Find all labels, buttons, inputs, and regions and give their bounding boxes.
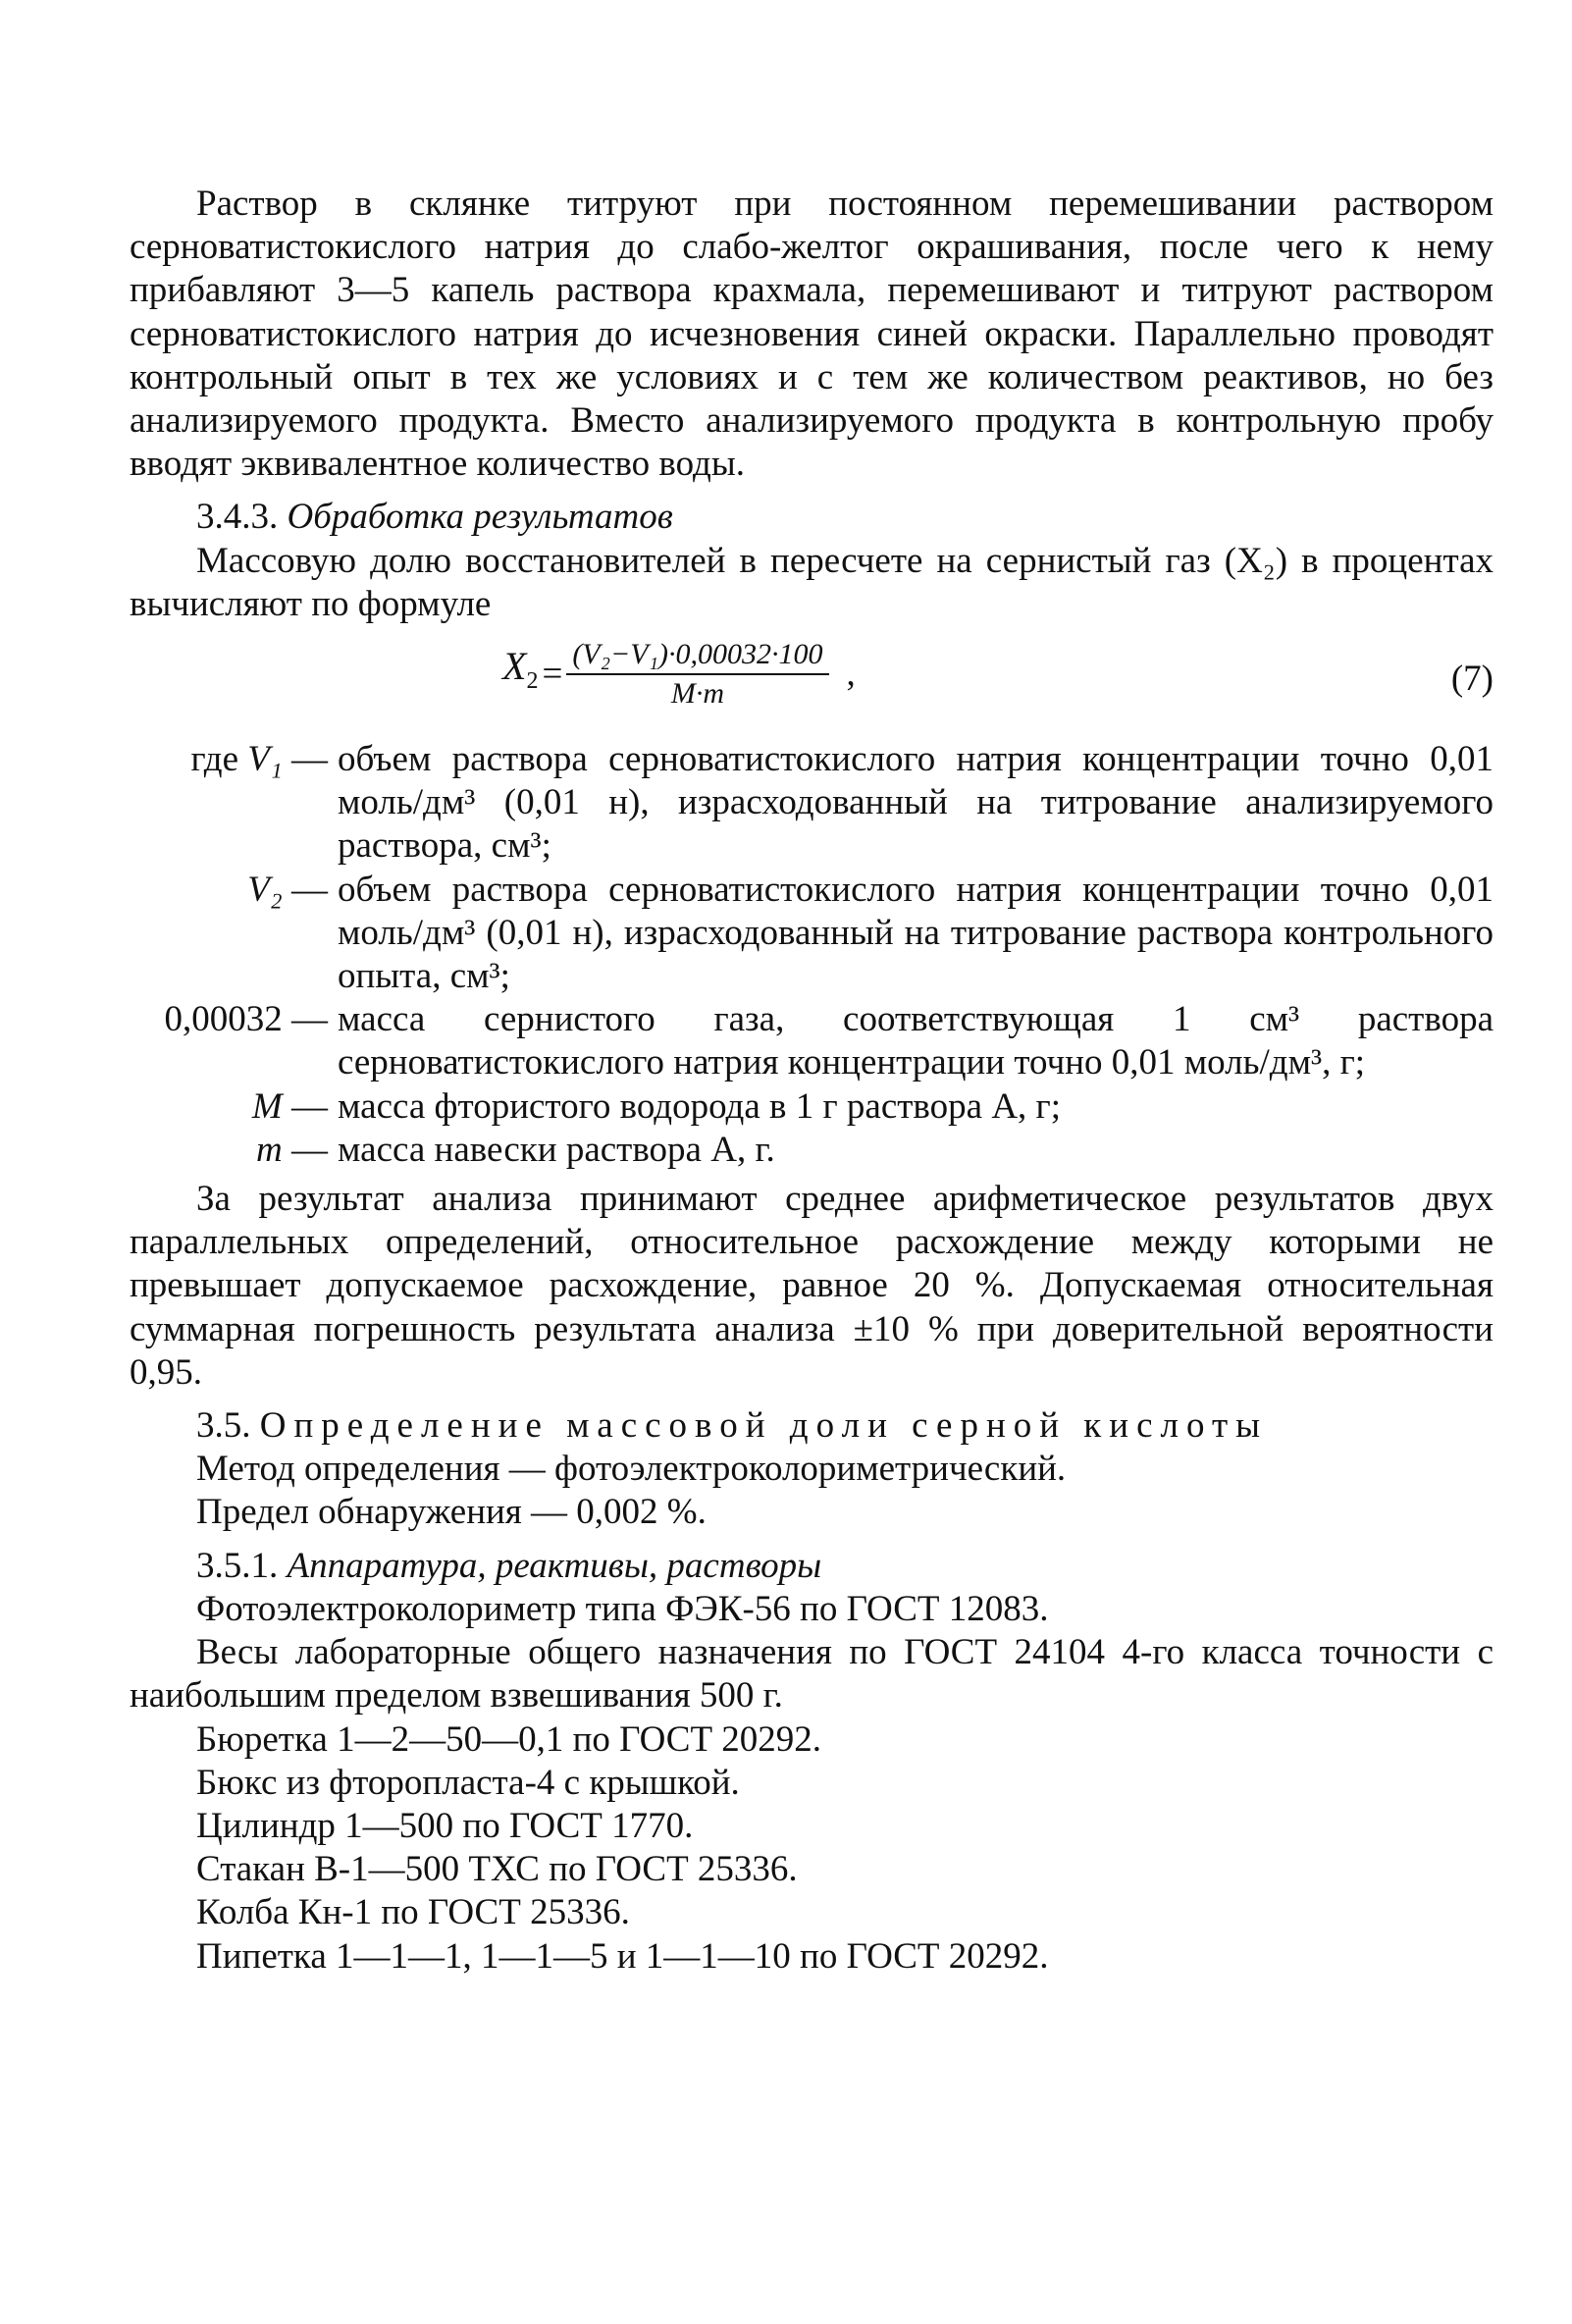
legend-description: масса навески раствора A, г. bbox=[338, 1129, 775, 1170]
equipment-list bbox=[130, 1588, 1493, 1979]
legend-description: объем раствора серноватистокислого натрия концентрации точно 0,01 моль/дм³ (0,01 н), израсходованный на титрование анализируемого раствора, см³; bbox=[338, 739, 1493, 867]
document-page bbox=[130, 183, 1493, 1979]
section-heading-3-5 bbox=[130, 1404, 1493, 1448]
legend-symbol-cell bbox=[130, 998, 338, 1084]
formula-lhs-subscript: 2 bbox=[526, 668, 539, 695]
formula-denominator: M·m bbox=[670, 677, 724, 711]
section-heading-3-5-1 bbox=[130, 1545, 1493, 1588]
method-line: Метод определения — фотоэлектроколориметрический. bbox=[196, 1449, 1067, 1490]
legend-symbol: 0,00032 bbox=[164, 999, 283, 1040]
legend-row bbox=[130, 998, 1493, 1084]
list-item: Фотоэлектроколориметр типа ФЭК-56 по ГОСТ 12083. bbox=[196, 1588, 1049, 1629]
legend-dash: — bbox=[291, 739, 328, 780]
legend-row bbox=[130, 1085, 1493, 1129]
legend-dash: — bbox=[291, 869, 328, 910]
list-item: Бюретка 1—2—50—0,1 по ГОСТ 20292. bbox=[196, 1718, 822, 1760]
legend-symbol-cell bbox=[130, 869, 338, 999]
legend-description: масса сернистого газа, соответствующая 1 см³ раствора серноватистокислого натрия концентрации точно 0,01 моль/дм³, г; bbox=[338, 999, 1493, 1083]
legend-row bbox=[130, 1129, 1493, 1172]
paragraph-titration: Раствор в склянке титруют при постоянном перемешивании раствором серноватистокислого натрия до слабо-желтог окрашивания, после чего к нему прибавляют 3—5 капель раствора крахмала, перемешивают и титруют раствором серноватистокислого натрия до исчезновения синей окраски. Параллельно проводят контрольный опыт в тех же условиях и с тем же количеством реактивов, но без анализируемого продукта. Вместо анализируемого продукта в контрольную пробу вводят эквивалентное количество воды. bbox=[130, 184, 1493, 485]
formula-comma: , bbox=[846, 653, 856, 694]
legend-symbol-cell bbox=[130, 738, 338, 869]
formula-lhs bbox=[502, 645, 538, 703]
section-title: Аппаратура, реактивы, растворы bbox=[287, 1545, 822, 1586]
formula-lhs-symbol: X bbox=[502, 644, 527, 689]
legend-prefix: где bbox=[190, 739, 239, 780]
section-number: 3.5.1. bbox=[196, 1545, 279, 1586]
legend-dash: — bbox=[291, 999, 328, 1040]
paragraph-formula-intro: Массовую долю восстановителей в пересчете на сернистый газ (X₂) в процентах вычисляют по формуле bbox=[130, 540, 1493, 624]
list-item: Стакан В-1—500 ТХС по ГОСТ 25336. bbox=[196, 1849, 798, 1890]
legend-symbol: V₁ bbox=[247, 739, 283, 780]
legend-symbol-cell bbox=[130, 1129, 338, 1172]
legend-symbol-cell bbox=[130, 1085, 338, 1129]
list-item: Цилиндр 1—500 по ГОСТ 1770. bbox=[196, 1805, 694, 1846]
legend-dash: — bbox=[291, 1129, 328, 1170]
paragraph-result: За результат анализа принимают среднее арифметическое результатов двух параллельных определений, относительное расхождение между которыми не превышает допускаемое расхождение, равное 20 %. Допускаемая относительная суммарная погрешность результата анализа ±10 % при доверительной вероятности 0,95. bbox=[130, 1179, 1493, 1393]
formula-number: (7) bbox=[1450, 659, 1493, 700]
legend-symbol: m bbox=[256, 1129, 283, 1170]
formula-7 bbox=[502, 638, 856, 711]
section-title: Определение массовой доли серной кислоты bbox=[259, 1405, 1269, 1447]
list-item: Весы лабораторные общего назначения по ГОСТ 24104 4-го класса точности с наибольшим пределом взвешивания 500 г. bbox=[130, 1632, 1493, 1717]
legend-symbol: V₂ bbox=[247, 869, 283, 910]
formula-block bbox=[130, 638, 1493, 716]
legend-description: объем раствора серноватистокислого натрия концентрации точно 0,01 моль/дм³ (0,01 н), израсходованный на титрование раствора контрольного опыта, см³; bbox=[338, 869, 1493, 997]
formula-equals: = bbox=[542, 653, 563, 694]
legend-row bbox=[130, 738, 1493, 869]
list-item: Пипетка 1—1—1, 1—1—5 и 1—1—10 по ГОСТ 20292. bbox=[196, 1935, 1049, 1977]
section-number: 3.5. bbox=[196, 1405, 251, 1447]
limit-line: Предел обнаружения — 0,002 %. bbox=[196, 1492, 707, 1533]
section-number: 3.4.3. bbox=[196, 497, 279, 538]
list-item: Бюкс из фторопласта-4 с крышкой. bbox=[196, 1762, 740, 1803]
formula-legend bbox=[130, 738, 1493, 1172]
section-heading-3-4-3 bbox=[130, 496, 1493, 539]
legend-description: масса фтористого водорода в 1 г раствора A, г; bbox=[338, 1085, 1062, 1127]
legend-row bbox=[130, 869, 1493, 999]
legend-dash: — bbox=[291, 1085, 328, 1127]
list-item: Колба Кн-1 по ГОСТ 25336. bbox=[196, 1892, 630, 1933]
legend-symbol: M bbox=[251, 1085, 283, 1127]
formula-numerator: (V₂−V₁)·0,00032·100 bbox=[566, 638, 828, 675]
formula-fraction bbox=[566, 638, 828, 711]
section-title: Обработка результатов bbox=[287, 497, 673, 538]
